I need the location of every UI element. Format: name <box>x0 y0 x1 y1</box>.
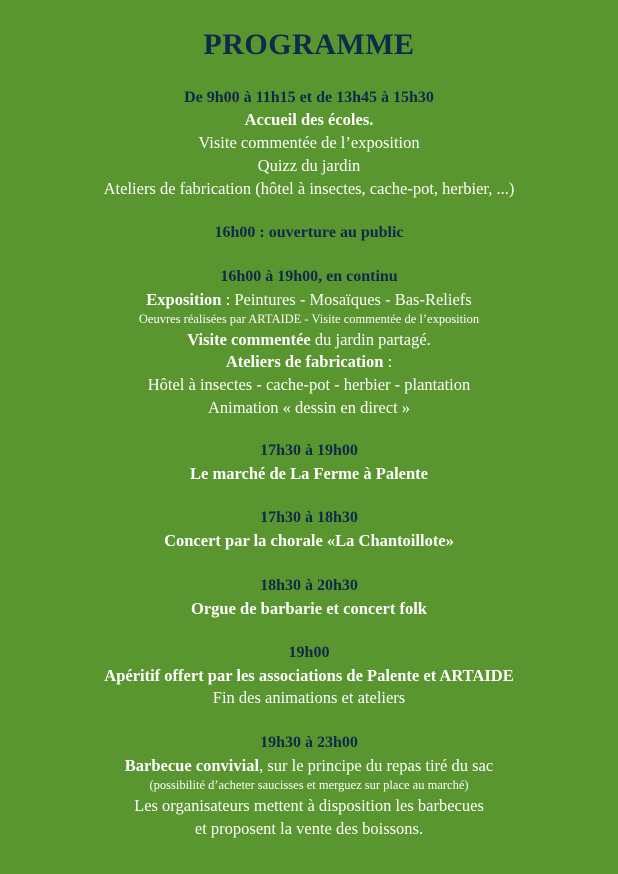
animation-line: Animation « dessin en direct » <box>207 398 411 417</box>
aperitif-subtitle: Fin des animations et ateliers <box>212 688 406 707</box>
workshops-label: Ateliers de fabrication <box>225 352 384 371</box>
schools-item: Quizz du jardin <box>257 156 361 175</box>
visit-line <box>0 330 618 350</box>
concert-title: Concert par la chorale «La Chantoillote» <box>164 531 454 550</box>
barbecue-label: Barbecue convivial <box>124 756 260 775</box>
page-title: PROGRAMME <box>203 28 415 61</box>
schools-time: De 9h00 à 11h15 et de 13h45 à 15h30 <box>184 89 434 106</box>
barbecue-line1: Les organisateurs mettent à disposition les barbecues <box>134 796 484 815</box>
visit-label: Visite commentée <box>187 330 311 349</box>
schools-heading: Accueil des écoles. <box>244 110 374 129</box>
barbecue-text: , sur le principe du repas tiré du sac <box>259 756 494 775</box>
barbecue-line <box>0 756 618 776</box>
exposition-text: : Peintures - Mosaïques - Bas-Reliefs <box>221 290 472 309</box>
barbecue-time: 19h30 à 23h00 <box>260 734 358 751</box>
barbecue-note: (possibilité d’acheter saucisses et merguez sur place au marché) <box>149 778 469 792</box>
aperitif-time: 19h00 <box>288 644 330 661</box>
exposition-note: Oeuvres réalisées par ARTAIDE - Visite commentée de l’exposition <box>138 312 480 326</box>
concert-time: 17h30 à 18h30 <box>260 509 358 526</box>
market-time: 17h30 à 19h00 <box>260 442 358 459</box>
organ-title: Orgue de barbarie et concert folk <box>191 599 427 618</box>
opening-time: 16h00 : ouverture au public <box>214 224 404 241</box>
schools-item: Ateliers de fabrication (hôtel à insectes, cache-pot, herbier, ...) <box>103 179 515 198</box>
exposition-line <box>0 290 618 310</box>
workshops-items: Hôtel à insectes - cache-pot - herbier - plantation <box>147 375 471 394</box>
continuous-time: 16h00 à 19h00, en continu <box>220 268 398 285</box>
visit-text: du jardin partagé. <box>310 330 431 349</box>
aperitif-title: Apéritif offert par les associations de Palente et ARTAIDE <box>104 666 514 685</box>
market-title: Le marché de La Ferme à Palente <box>190 464 428 483</box>
organ-time: 18h30 à 20h30 <box>260 577 358 594</box>
exposition-label: Exposition <box>146 290 222 309</box>
schools-item: Visite commentée de l’exposition <box>198 133 420 152</box>
barbecue-line2: et proposent la vente des boissons. <box>194 819 424 838</box>
workshops-line <box>0 352 618 372</box>
workshops-text: : <box>383 352 393 371</box>
